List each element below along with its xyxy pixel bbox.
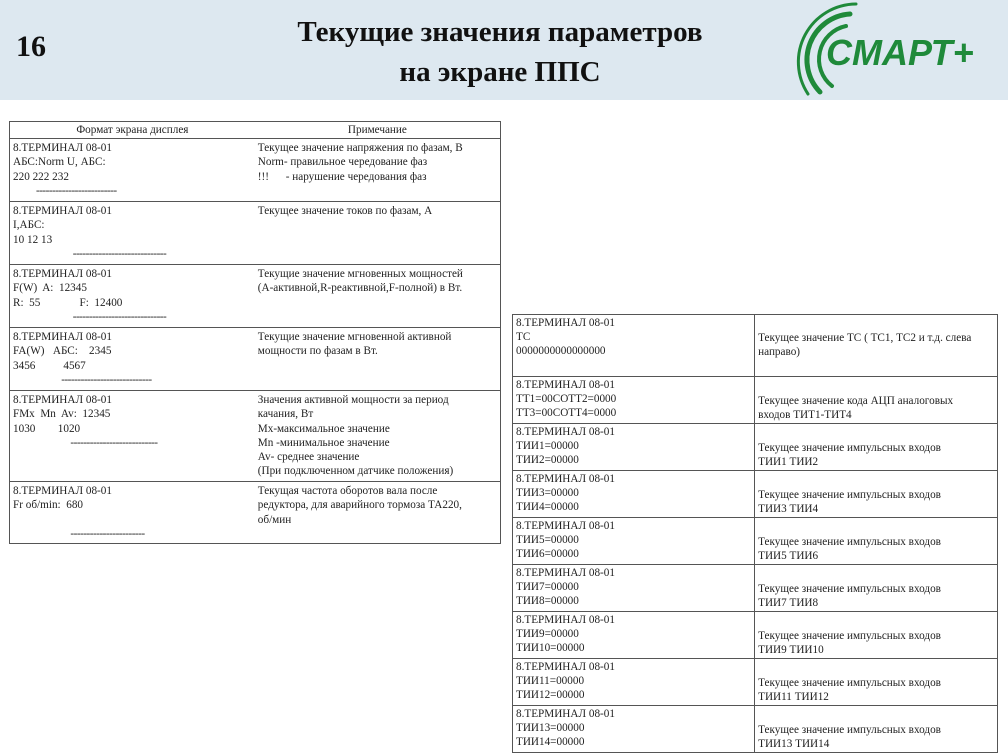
display-cell: 8.ТЕРМИНАЛ 08-01 АБС:Norm U, АБС: 220 222 232 ------------------------- bbox=[10, 139, 255, 202]
table-row bbox=[513, 659, 998, 706]
table-row bbox=[10, 328, 501, 391]
display-cell: 8.ТЕРМИНАЛ 08-01 ТИИ3=00000 ТИИ4=00000 bbox=[513, 471, 755, 518]
display-format-table bbox=[9, 121, 501, 544]
table-row bbox=[513, 377, 998, 424]
table-row bbox=[513, 706, 998, 753]
note-cell: Текущие значение мгновенных мощностей (А-активной,R-реактивной,F-полной) в Вт. bbox=[255, 265, 501, 328]
note-cell: Текущее значение импульсных входов ТИИ1 ТИИ2 bbox=[755, 424, 998, 471]
note-cell: Текущее значение импульсных входов ТИИ7 ТИИ8 bbox=[755, 565, 998, 612]
table-row bbox=[10, 202, 501, 265]
table-row bbox=[513, 612, 998, 659]
display-cell: 8.ТЕРМИНАЛ 08-01 Fr об/min: 680 ----------------------- bbox=[10, 482, 255, 544]
display-cell: 8.ТЕРМИНАЛ 08-01 ТТ1=00СОТТ2=0000 ТТ3=00СОТТ4=0000 bbox=[513, 377, 755, 424]
note-cell: Текущее значение импульсных входов ТИИ11 ТИИ12 bbox=[755, 659, 998, 706]
note-cell: Текущее значение токов по фазам, А bbox=[255, 202, 501, 265]
note-cell: Текущее значение импульсных входов ТИИ9 ТИИ10 bbox=[755, 612, 998, 659]
table-row bbox=[513, 518, 998, 565]
smart-plus-logo bbox=[790, 2, 1006, 98]
table-row bbox=[513, 471, 998, 518]
table-row bbox=[513, 424, 998, 471]
note-cell: Текущее значение импульсных входов ТИИ13 ТИИ14 bbox=[755, 706, 998, 753]
display-cell: 8.ТЕРМИНАЛ 08-01 ТИИ5=00000 ТИИ6=00000 bbox=[513, 518, 755, 565]
display-cell: 8.ТЕРМИНАЛ 08-01 F(W) A: 12345 R: 55 F: 12400 ----------------------------- bbox=[10, 265, 255, 328]
logo-text: СМАРТ+ bbox=[826, 32, 974, 73]
inputs-table bbox=[512, 314, 998, 753]
note-cell: Текущие значение мгновенной активной мощности по фазам в Вт. bbox=[255, 328, 501, 391]
table-header-row bbox=[10, 122, 501, 139]
table-row bbox=[10, 391, 501, 482]
note-cell: Значения активной мощности за период качания, Вт Мх-максимальное значение Mn -минимальное значение Av- среднее значение (При подключенном датчике положения) bbox=[255, 391, 501, 482]
display-cell: 8.ТЕРМИНАЛ 08-01 ТС 0000000000000000 bbox=[513, 315, 755, 377]
note-cell: Текущая частота оборотов вала после редуктора, для аварийного тормоза ТА220, об/мин bbox=[255, 482, 501, 544]
note-cell: Текущее значение кода АЦП аналоговых входов ТИТ1-ТИТ4 bbox=[755, 377, 998, 424]
note-cell: Текущее значение напряжения по фазам, В Norm- правильное чередование фаз !!! - нарушение чередования фаз bbox=[255, 139, 501, 202]
header-band bbox=[0, 0, 1008, 100]
display-cell: 8.ТЕРМИНАЛ 08-01 ТИИ9=00000 ТИИ10=00000 bbox=[513, 612, 755, 659]
table-row bbox=[10, 482, 501, 544]
title-line-2: на экране ППС bbox=[399, 56, 601, 88]
column-header-format: Формат экрана дисплея bbox=[10, 122, 255, 139]
display-cell: 8.ТЕРМИНАЛ 08-01 ТИИ11=00000 ТИИ12=00000 bbox=[513, 659, 755, 706]
note-cell: Текущее значение импульсных входов ТИИ5 ТИИ6 bbox=[755, 518, 998, 565]
display-cell: 8.ТЕРМИНАЛ 08-01 FA(W) АБС: 2345 3456 4567 ---------------------------- bbox=[10, 328, 255, 391]
note-cell: Текущее значение импульсных входов ТИИ3 ТИИ4 bbox=[755, 471, 998, 518]
slide-number: 16 bbox=[16, 30, 46, 63]
display-cell: 8.ТЕРМИНАЛ 08-01 ТИИ7=00000 ТИИ8=00000 bbox=[513, 565, 755, 612]
title-line-1: Текущие значения параметров bbox=[297, 16, 703, 48]
table-row bbox=[10, 265, 501, 328]
display-cell: 8.ТЕРМИНАЛ 08-01 FMx Mn Av: 12345 1030 1020 --------------------------- bbox=[10, 391, 255, 482]
table-row bbox=[513, 315, 998, 377]
table-row bbox=[10, 139, 501, 202]
note-cell: Текущее значение ТС ( ТС1, ТС2 и т.д. слева направо) bbox=[755, 315, 998, 377]
display-cell: 8.ТЕРМИНАЛ 08-01 ТИИ13=00000 ТИИ14=00000 bbox=[513, 706, 755, 753]
page-title bbox=[240, 12, 760, 92]
column-header-note: Примечание bbox=[255, 122, 501, 139]
display-cell: 8.ТЕРМИНАЛ 08-01 I,АБС: 10 12 13 ----------------------------- bbox=[10, 202, 255, 265]
table-row bbox=[513, 565, 998, 612]
display-cell: 8.ТЕРМИНАЛ 08-01 ТИИ1=00000 ТИИ2=00000 bbox=[513, 424, 755, 471]
